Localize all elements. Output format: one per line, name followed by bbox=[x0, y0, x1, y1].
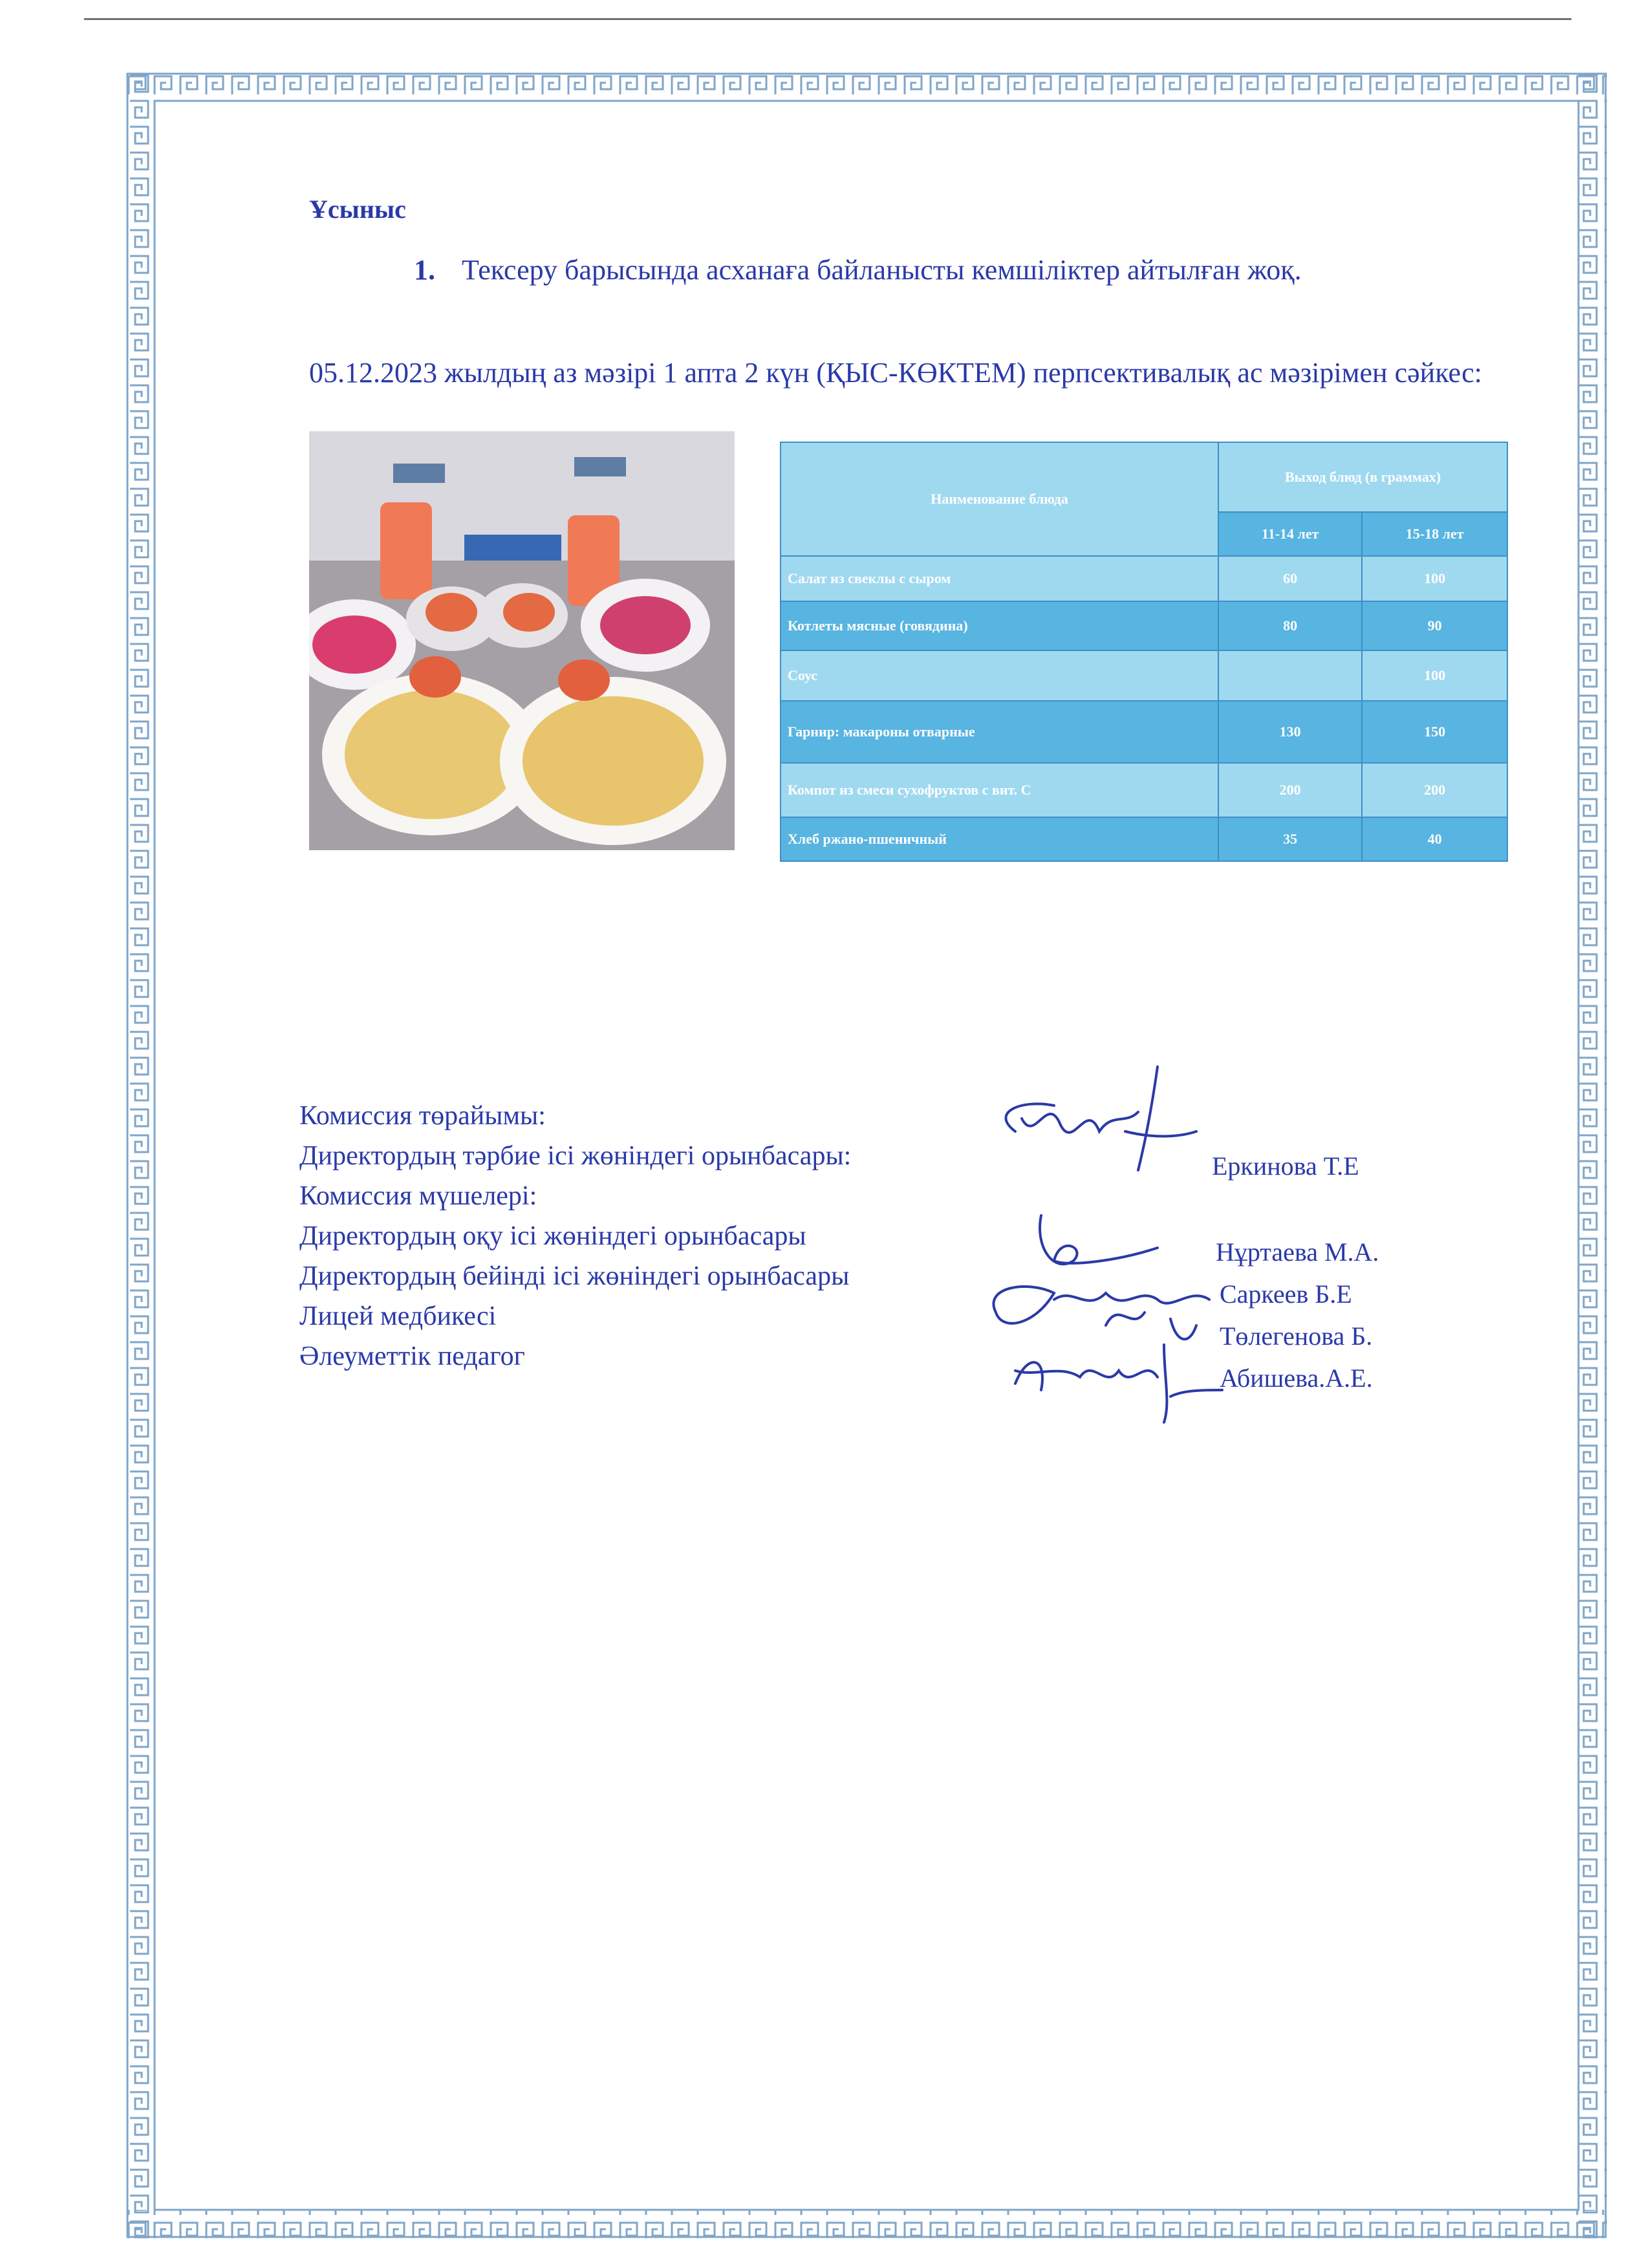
portion-11-14: 200 bbox=[1218, 763, 1362, 817]
age-group-2: 15-18 лет bbox=[1362, 512, 1507, 556]
table-row bbox=[781, 556, 1507, 601]
role-line: Директордың бейінді ісі жөніндегі орынбасары bbox=[299, 1261, 850, 1291]
table-row bbox=[781, 817, 1507, 861]
table-row bbox=[781, 601, 1507, 650]
portion-11-14: 80 bbox=[1218, 601, 1362, 650]
portion-15-18: 40 bbox=[1362, 817, 1507, 861]
table-row bbox=[781, 701, 1507, 763]
portion-15-18: 100 bbox=[1362, 650, 1507, 701]
member-name: Нұртаева М.А. bbox=[1216, 1237, 1379, 1267]
member-name: Төлегенова Б. bbox=[1220, 1321, 1373, 1351]
item-text: Тексеру барысында асханаға байланысты кемшіліктер айтылған жоқ. bbox=[462, 254, 1302, 286]
portion-15-18: 100 bbox=[1362, 556, 1507, 601]
portion-11-14: 130 bbox=[1218, 701, 1362, 763]
portion-11-14: 60 bbox=[1218, 556, 1362, 601]
table-row bbox=[781, 650, 1507, 701]
section-heading: Ұсыныс bbox=[309, 195, 406, 224]
portion-15-18: 150 bbox=[1362, 701, 1507, 763]
lunch-photo bbox=[309, 431, 735, 850]
age-group-1: 11-14 лет bbox=[1218, 512, 1362, 556]
commission-roles bbox=[299, 1096, 851, 1376]
menu-intro: 05.12.2023 жылдың аз мәзірі 1 апта 2 күн (ҚЫС-КӨКТЕМ) перпсективалық ас мәзірімен сәйкес: bbox=[309, 357, 1482, 389]
dish-name: Салат из свеклы с сыром bbox=[781, 556, 1218, 601]
role-line: Директордың оқу ісі жөніндегі орынбасары bbox=[299, 1221, 806, 1251]
role-line: Директордың тәрбие ісі жөніндегі орынбасары: bbox=[299, 1141, 852, 1171]
member-name: Абишева.А.Е. bbox=[1220, 1364, 1373, 1393]
role-line: Лицей медбикесі bbox=[299, 1301, 497, 1331]
portion-11-14 bbox=[1218, 650, 1362, 701]
portion-15-18: 90 bbox=[1362, 601, 1507, 650]
dish-name: Компот из смеси сухофруктов с вит. С bbox=[781, 763, 1218, 817]
member-name: Саркеев Б.Е bbox=[1220, 1279, 1352, 1309]
dish-name: Котлеты мясные (говядина) bbox=[781, 601, 1218, 650]
item-number: 1. bbox=[414, 254, 435, 286]
header-dish: Наименование блюда bbox=[781, 442, 1218, 556]
top-rule bbox=[84, 18, 1571, 20]
recommendation-item bbox=[414, 253, 1302, 286]
dish-name: Гарнир: макароны отварные bbox=[781, 701, 1218, 763]
header-portion: Выход блюд (в граммах) bbox=[1218, 442, 1507, 512]
menu-table bbox=[780, 442, 1508, 862]
dish-name: Соус bbox=[781, 650, 1218, 701]
table-row bbox=[781, 763, 1507, 817]
role-line: Әлеуметтік педагог bbox=[299, 1342, 525, 1371]
chair-name: Еркинова Т.Е bbox=[1212, 1151, 1359, 1181]
dish-name: Хлеб ржано-пшеничный bbox=[781, 817, 1218, 861]
portion-15-18: 200 bbox=[1362, 763, 1507, 817]
role-line: Комиссия мүшелері: bbox=[299, 1181, 537, 1211]
role-line: Комиссия төрайымы: bbox=[299, 1101, 546, 1131]
portion-11-14: 35 bbox=[1218, 817, 1362, 861]
